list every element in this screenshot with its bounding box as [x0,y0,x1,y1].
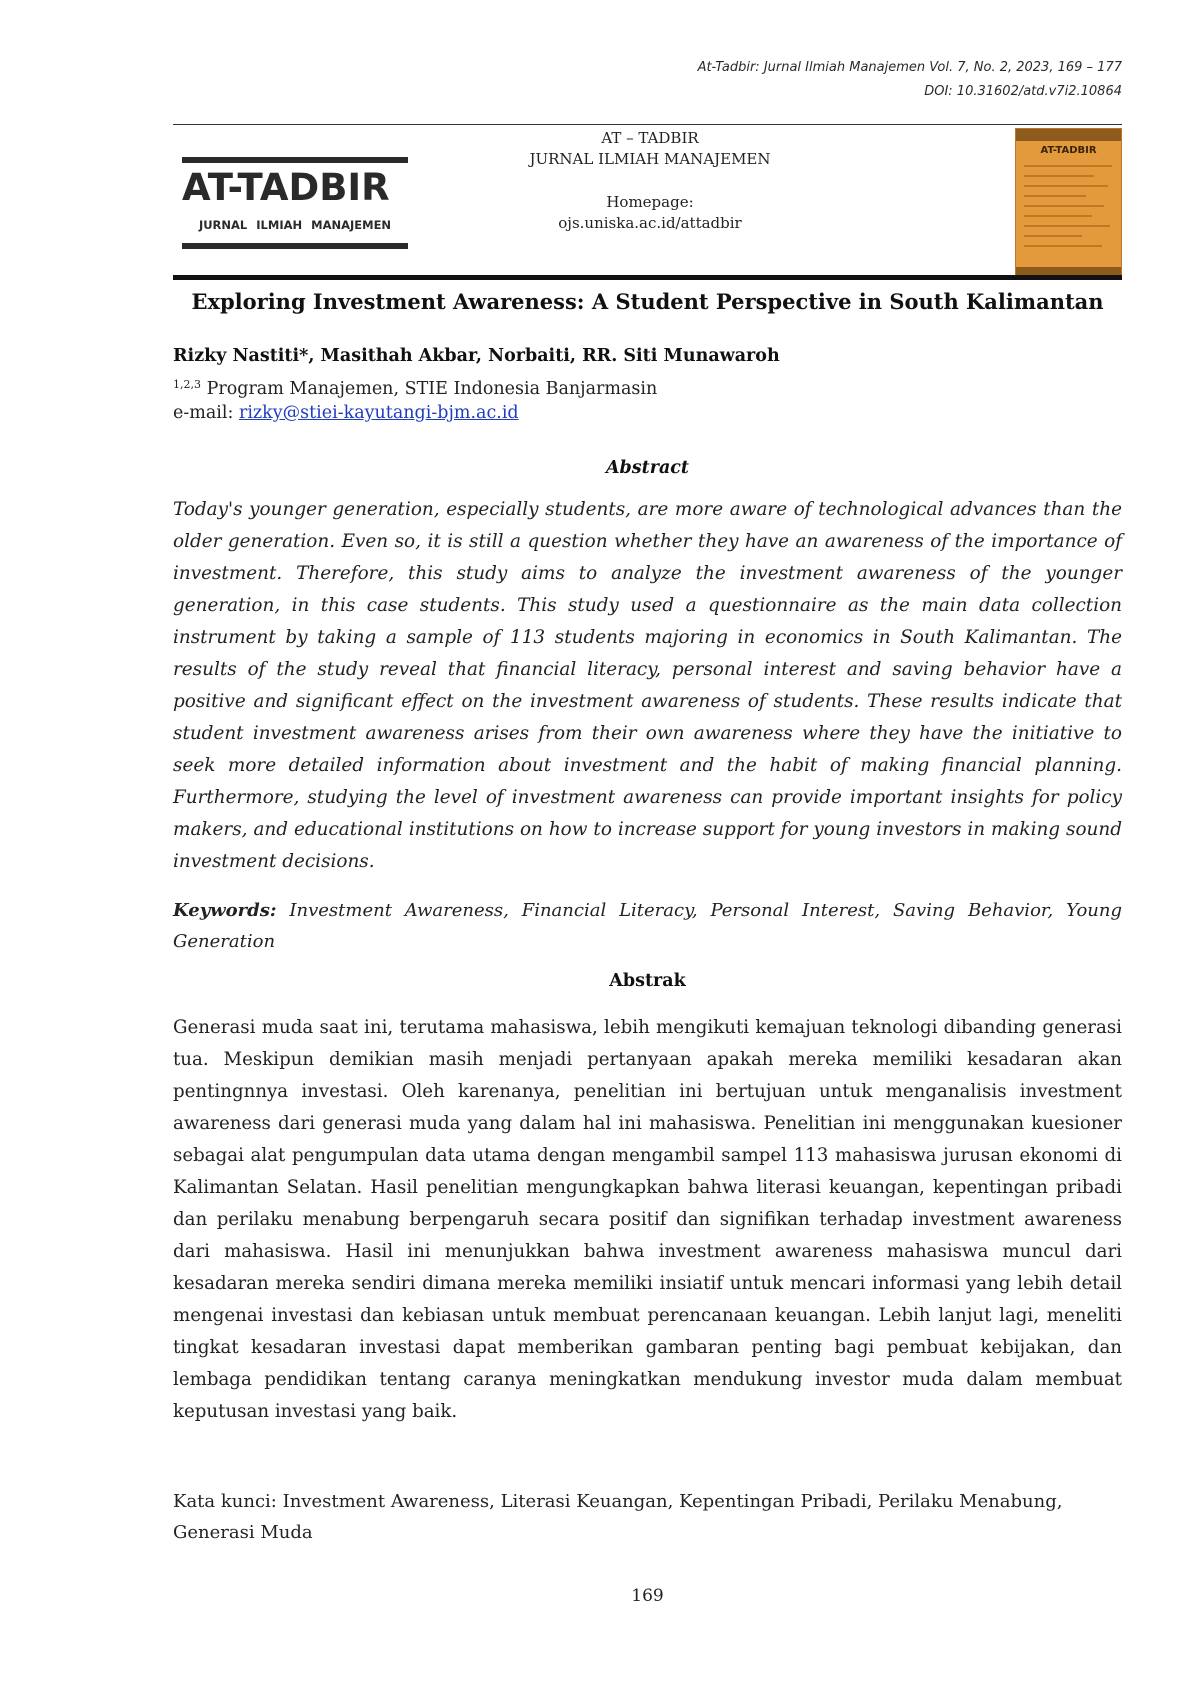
logo-bottom-bar [182,243,408,249]
abstrak-heading: Abstrak [609,971,686,991]
header-bottom-rule [173,275,1122,280]
cover-text-line [1024,245,1102,247]
keywords [173,895,1122,957]
affiliation-marks: 1,2,3 [173,378,201,391]
cover-text-line [1024,175,1094,177]
logo-subtitle: JURNAL ILMIAH MANAJEMEN [198,218,392,232]
author-list: Rizky Nastiti*, Masithah Akbar, Norbaiti, RR. Siti Munawaroh [173,346,780,366]
journal-citation-line: At-Tadbir: Jurnal Ilmiah Manajemen Vol. 7, No. 2, 2023, 169 – 177 [697,60,1122,75]
affiliation-text: Program Manajemen, STIE Indonesia Banjarmasin [201,379,658,399]
abstract-body: Today's younger generation, especially students, are more aware of technological advances than the older generation. Even so, it is still a question whether they have an awareness of the importance of investment. Therefore, this study aims to analyze the investment awareness of the younger generation, in this case students. This study used a questionnaire as the main data collection instrument by taking a sample of 113 students majoring in economics in South Kalimantan. The results of the study reveal that financial literacy, personal interest and saving behavior have a positive and significant effect on the investment awareness of students. These results indicate that student investment awareness arises from their own awareness where they have the initiative to seek more detailed information about investment and the habit of making financial planning. Furthermore, studying the level of investment awareness can provide important insights for policy makers, and educational institutions on how to increase support for young investors in making sound investment decisions. [173,499,1122,872]
keywords-label: Keywords: [173,900,277,921]
doi-line: DOI: 10.31602/atd.v7i2.10864 [924,84,1122,99]
cover-text-line [1024,185,1108,187]
email-label: e-mail: [173,403,239,423]
logo-wordmark: AT-TADBIR [182,166,390,209]
cover-text-line [1024,235,1082,237]
affiliation [173,372,657,402]
running-head [698,56,1122,104]
logo-top-bar [182,157,408,163]
journal-name: AT – TADBIR [601,129,699,147]
cover-bottom-band [1016,267,1121,275]
journal-logo [182,155,410,251]
cover-text-line [1024,215,1092,217]
journal-subtitle: JURNAL ILMIAH MANAJEMEN [529,150,771,168]
journal-header [520,128,780,234]
abstrak-body: Generasi muda saat ini, terutama mahasiswa, lebih mengikuti kemajuan teknologi dibanding generasi tua. Meskipun demikian masih menjadi pertanyaan apakah mereka memiliki kesadaran akan pentingnnya investasi. Oleh karenanya, penelitian ini bertujuan untuk menganalisis investment awareness dari generasi muda yang dalam hal ini mahasiswa. Penelitian ini menggunakan kuesioner sebagai alat pengumpulan data utama dengan mengambil sampel 113 mahasiswa jurusan ekonomi di Kalimantan Selatan. Hasil penelitian mengungkapkan bahwa literasi keuangan, kepentingan pribadi dan perilaku menabung berpengaruh secara positif dan signifikan terhadap investment awareness dari mahasiswa. Hasil ini menunjukkan bahwa investment awareness mahasiswa muncul dari kesadaran mereka sendiri dimana mereka memiliki insiatif untuk mencari informasi yang lebih detail mengenai investasi dan kebiasan untuk membuat perencanaan keuangan. Lebih lanjut lagi, meneliti tingkat kesadaran investasi dapat memberikan gambaran penting bagi pembuat kebijakan, dan lembaga pendidikan tentang caranya meningkatkan mendukung investor muda dalam membuat keputusan investasi yang baik. [173,1017,1122,1422]
cover-text-line [1024,225,1110,227]
keywords-text: Investment Awareness, Financial Literacy, Personal Interest, Saving Behavior, Young Generation [173,900,1122,952]
email-line [173,400,519,426]
page-number: 169 [631,1586,664,1606]
cover-top-band [1016,129,1121,141]
cover-text-line [1024,205,1104,207]
abstract-heading: Abstract [605,458,690,478]
cover-text-line [1024,165,1112,167]
kata-kunci: Kata kunci: Investment Awareness, Literasi Keuangan, Kepentingan Pribadi, Perilaku Menabung, Generasi Muda [173,1491,1063,1543]
article-title: Exploring Investment Awareness: A Student Perspective in South Kalimantan [191,289,1104,314]
journal-homepage[interactable]: Homepage: ojs.uniska.ac.id/attadbir [558,193,742,232]
header-top-rule [173,124,1122,125]
cover-text-line [1024,195,1086,197]
journal-cover-thumbnail [1015,128,1122,276]
email-link[interactable]: rizky@stiei-kayutangi-bjm.ac.id [238,403,519,423]
cover-title: AT-TADBIR [1040,145,1097,156]
